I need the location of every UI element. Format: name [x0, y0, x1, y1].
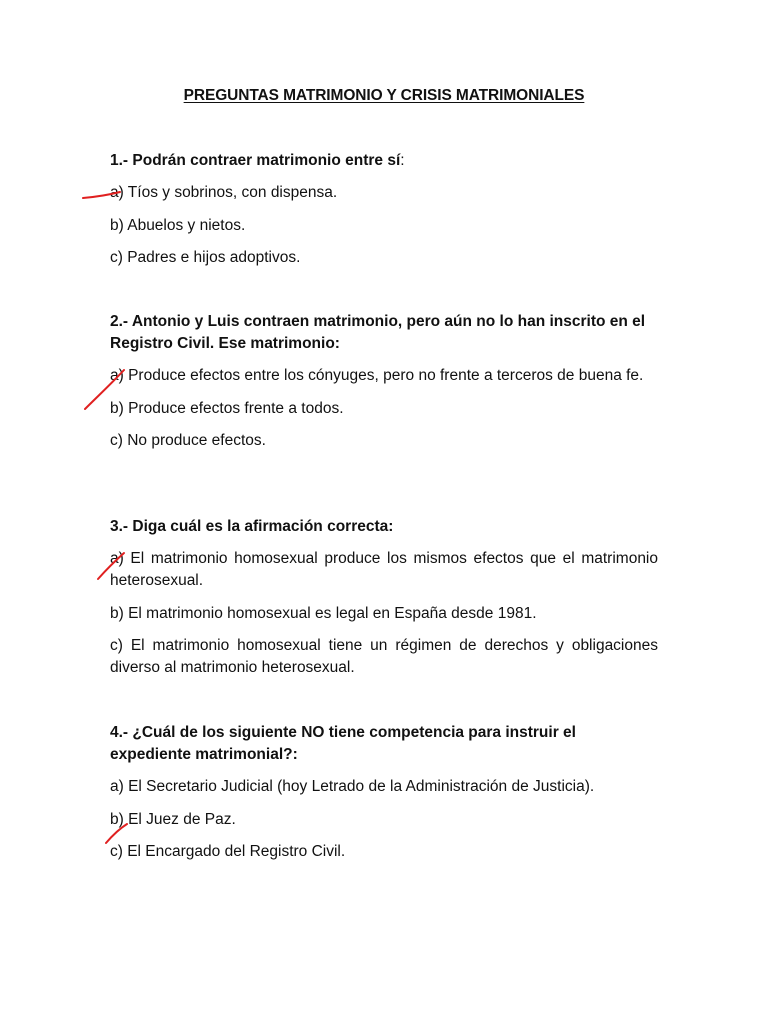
question-text: 1.- Podrán contraer matrimonio entre sí — [110, 152, 401, 169]
option-b: b) Abuelos y nietos. — [110, 216, 246, 234]
option-b: b) El Juez de Paz. — [110, 810, 236, 828]
question-3 — [110, 516, 658, 690]
question-1 — [110, 150, 658, 280]
question-text: 3.- Diga cuál es la afirmación correcta: — [110, 518, 394, 535]
question-2 — [110, 311, 658, 463]
option-a: a) Tíos y sobrinos, con dispensa. — [110, 184, 338, 201]
option-a: a) El Secretario Judicial (hoy Letrado de la Administración de Justicia). — [110, 778, 595, 795]
option-c: c) El Encargado del Registro Civil. — [110, 843, 346, 860]
option-c: c) El matrimonio homosexual tiene un régimen de derechos y obligaciones diverso al matrimonio heterosexual. — [110, 637, 658, 676]
option-a: a) El matrimonio homosexual produce los mismos efectos que el matrimonio heterosexual. — [110, 550, 658, 589]
page-title: PREGUNTAS MATRIMONIO Y CRISIS MATRIMONIALES — [183, 87, 585, 104]
option-b: b) El matrimonio homosexual es legal en España desde 1981. — [110, 604, 537, 622]
question-colon: : — [400, 152, 405, 169]
option-b: b) Produce efectos frente a todos. — [110, 399, 344, 417]
question-text: 4.- ¿Cuál de los siguiente NO tiene competencia para instruir el expediente matrimonial?: — [110, 724, 576, 763]
option-c: c) Padres e hijos adoptivos. — [110, 249, 301, 266]
question-4 — [110, 722, 658, 874]
option-a: a) Produce efectos entre los cónyuges, pero no frente a terceros de buena fe. — [110, 367, 644, 384]
question-text: 2.- Antonio y Luis contraen matrimonio, pero aún no lo han inscrito en el Registro Civil. Ese matrimonio: — [110, 313, 646, 352]
option-c: c) No produce efectos. — [110, 432, 266, 449]
